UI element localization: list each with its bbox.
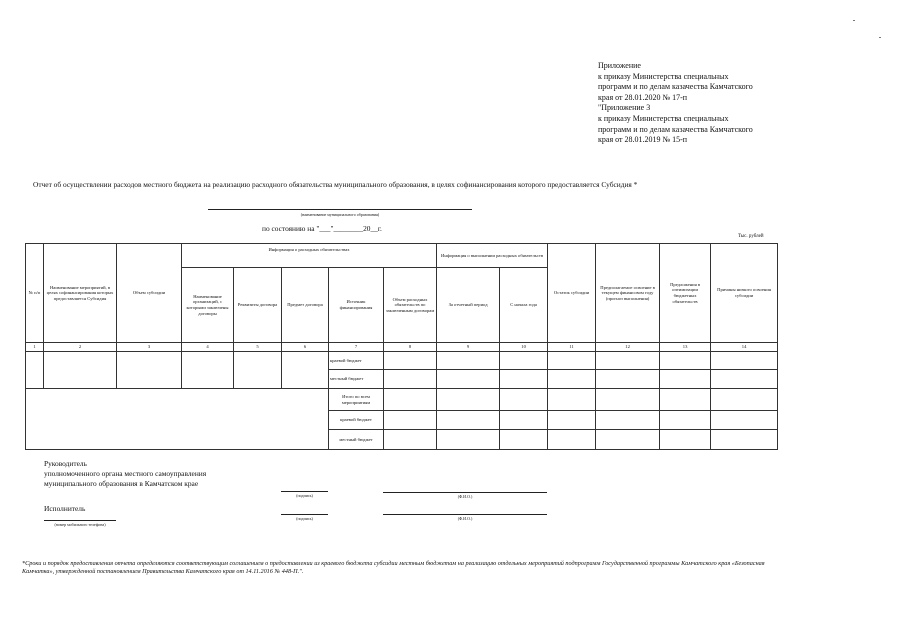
table-cell <box>500 430 548 450</box>
executor-phone-caption: (номер мобильного телефона) <box>54 522 106 527</box>
executor-name-line <box>383 514 547 515</box>
table-cell <box>711 389 778 411</box>
appendix-line: программ и по делам казачества Камчатского <box>598 124 753 134</box>
row-label-local: местный бюджет <box>329 430 384 450</box>
appendix-line: "Приложение 3 <box>598 103 651 113</box>
head-signature-caption: (подпись) <box>296 493 313 498</box>
header-period: За отчетный период <box>437 268 500 343</box>
table-cell <box>596 430 660 450</box>
table-cell <box>182 352 234 389</box>
column-number: 14 <box>711 343 778 352</box>
header-savings: Предложения в оптимизации бюджетных обязательств <box>660 244 711 343</box>
as-of-date: по состоянию на "___"________20__г. <box>262 224 382 233</box>
table-cell <box>660 352 711 370</box>
table-cell <box>26 389 329 450</box>
table-cell <box>660 370 711 389</box>
table-cell <box>384 411 437 430</box>
header-remainder: Остаток субсидии <box>548 244 596 343</box>
scan-speck <box>879 37 881 38</box>
header-fulfilment-group: Информация о выполнении расходных обязательств <box>437 244 548 268</box>
appendix-block <box>598 61 798 146</box>
head-title-line: Руководитель <box>44 459 87 468</box>
table-cell <box>596 389 660 411</box>
table-cell <box>282 352 329 389</box>
document-title: Отчет об осуществлении расходов местного бюджета на реализацию расходного обязательства муниципального образования, в целях софинансирования которого предоставляется Субсидия * <box>33 180 638 189</box>
table-cell <box>596 411 660 430</box>
head-name-caption: (Ф.И.О.) <box>457 494 473 499</box>
table-cell <box>437 370 500 389</box>
column-number: 13 <box>660 343 711 352</box>
report-table <box>25 243 778 450</box>
units-label: Тыс. рублей <box>738 234 764 239</box>
head-signature-block <box>44 459 206 489</box>
executor-label: Исполнитель <box>44 504 86 513</box>
column-number: 10 <box>500 343 548 352</box>
table-cell <box>500 352 548 370</box>
header-subsidy: Объем субсидии <box>117 244 182 343</box>
table-cell <box>384 389 437 411</box>
header-org: Наименование организаций, с которыми заключены договоры <box>182 268 234 343</box>
row-label-local: местный бюджет <box>329 370 384 389</box>
column-number: 2 <box>44 343 117 352</box>
table-cell <box>437 352 500 370</box>
executor-name-caption: (Ф.И.О.) <box>457 516 473 521</box>
appendix-line: к приказу Министерства специальных <box>598 71 729 81</box>
header-reasons: Причины низкого освоения субсидии <box>711 244 778 343</box>
header-volume: Объем расходных обязательств по заключенным договорам <box>384 268 437 343</box>
table-cell <box>660 430 711 450</box>
executor-signature-line <box>281 514 328 515</box>
header-ytd: С начала года <box>500 268 548 343</box>
column-number: 7 <box>329 343 384 352</box>
table-cell <box>548 411 596 430</box>
header-event: Наименование мероприятий, в целях софинансирования которых предоставляется Субсидия <box>44 244 117 343</box>
table-cell <box>711 411 778 430</box>
head-title-line: уполномоченного органа местного самоуправления <box>44 469 207 478</box>
appendix-line: программ и по делам казачества Камчатского <box>598 82 753 92</box>
table-cell <box>44 352 117 389</box>
header-subject: Предмет договора <box>282 268 329 343</box>
table-cell <box>437 389 500 411</box>
table-cell <box>660 389 711 411</box>
municipality-line <box>208 209 472 210</box>
table-cell <box>500 411 548 430</box>
table-cell <box>117 352 182 389</box>
appendix-line: края от 28.01.2019 № 15-п <box>598 135 688 145</box>
scan-speck <box>853 20 855 21</box>
table-cell <box>548 389 596 411</box>
table-cell <box>437 430 500 450</box>
table-cell <box>548 352 596 370</box>
column-number: 1 <box>26 343 44 352</box>
appendix-line: края от 28.01.2020 № 17-п <box>598 92 688 102</box>
executor-signature-caption: (подпись) <box>296 516 313 521</box>
column-number: 11 <box>548 343 596 352</box>
head-signature-line <box>281 491 328 492</box>
header-planned: Предполагаемое освоение в текущем финансовом году (прогноз выполнения) <box>596 244 660 343</box>
appendix-line: к приказу Министерства специальных <box>598 113 729 123</box>
table-cell <box>384 430 437 450</box>
head-name-line <box>383 492 547 493</box>
executor-phone-line <box>44 520 116 521</box>
column-number: 4 <box>182 343 234 352</box>
table-cell <box>384 370 437 389</box>
municipality-caption: (наименование муниципального образования) <box>300 212 380 217</box>
header-requisites: Реквизиты договора <box>234 268 282 343</box>
table-cell <box>26 352 44 389</box>
row-label-regional: краевой бюджет <box>329 352 384 370</box>
column-number: 12 <box>596 343 660 352</box>
header-no: № п/п <box>26 244 44 343</box>
row-label-total: Итого по всем мероприятиям <box>329 389 384 411</box>
table-cell <box>548 430 596 450</box>
column-number: 3 <box>117 343 182 352</box>
appendix-line: Приложение <box>598 61 641 70</box>
table-cell <box>234 352 282 389</box>
footnote: *Сроки и порядок предоставления отчета определяются соответствующим соглашением о предоставлении из краевого бюджета субсидии местным бюджетам на реализацию отдельных мероприятий подпрограмм Государственной программы Камчатского края «Безопасная Камчатка», утвержденной постановлением Правительства Камчатского края от 14.11.2016 № 448-П.". <box>22 560 765 575</box>
column-number: 9 <box>437 343 500 352</box>
head-title-line: муниципального образования в Камчатском крае <box>44 479 199 488</box>
table-cell <box>596 352 660 370</box>
table-cell <box>500 389 548 411</box>
table-cell <box>596 370 660 389</box>
table-cell <box>711 430 778 450</box>
table-cell <box>384 352 437 370</box>
table-cell <box>660 411 711 430</box>
table-cell <box>548 370 596 389</box>
table-cell <box>711 370 778 389</box>
table-cell <box>500 370 548 389</box>
column-number: 8 <box>384 343 437 352</box>
table-cell <box>437 411 500 430</box>
table-cell <box>711 352 778 370</box>
header-obligations-group: Информация о расходных обязательствах <box>182 244 437 268</box>
row-label-regional: краевой бюджет <box>329 411 384 430</box>
column-number: 6 <box>282 343 329 352</box>
column-number: 5 <box>234 343 282 352</box>
header-source: Источник финансирования <box>329 268 384 343</box>
